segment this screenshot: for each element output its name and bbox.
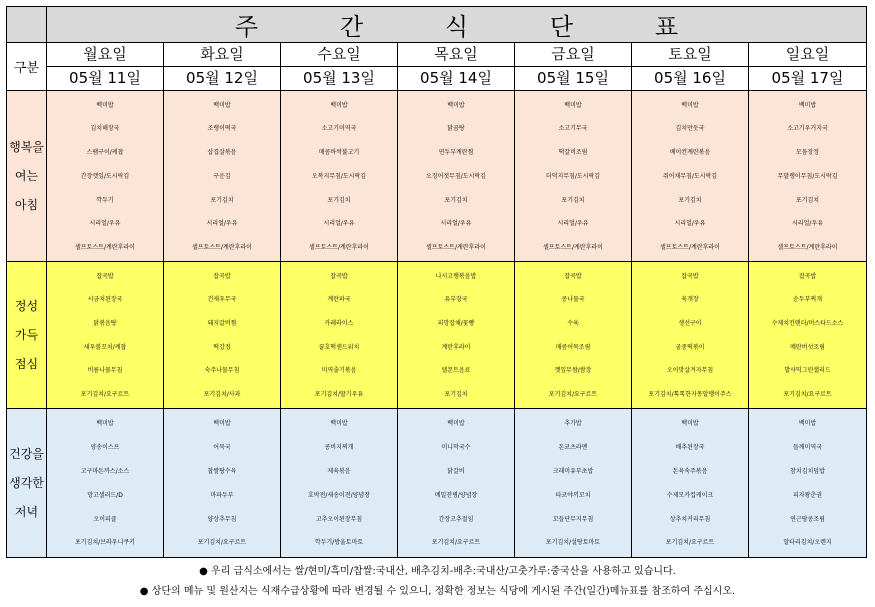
day-name: 일요일 bbox=[749, 43, 866, 67]
lunch-menu-cell bbox=[47, 262, 164, 409]
menu-item: 셀프토스트/계란후라이 bbox=[777, 244, 838, 251]
menu-item: 궁중떡볶이 bbox=[675, 343, 705, 351]
menu-item: 포기김치/요구르트 bbox=[548, 390, 598, 398]
menu-item: 잡곡밥 bbox=[213, 272, 231, 280]
breakfast-menu-cell bbox=[632, 91, 749, 262]
menu-item: 양송이스프 bbox=[90, 443, 120, 451]
menu-item: 깍두기/방울토마토 bbox=[314, 539, 364, 547]
dinner-label bbox=[7, 409, 47, 558]
menu-item: 나시고랭볶음밥 bbox=[435, 272, 477, 280]
title-char: 식 bbox=[444, 13, 469, 42]
lunch-label bbox=[7, 262, 47, 409]
day-header bbox=[281, 43, 398, 91]
menu-item: 연두부계란찜 bbox=[438, 149, 474, 157]
menu-item: 참치김치덮밥 bbox=[790, 467, 825, 475]
day-date: 05월 14일 bbox=[420, 69, 492, 88]
menu-item: 크래미유부초밥 bbox=[552, 467, 594, 475]
meal-label-part: 점심 bbox=[14, 356, 39, 371]
menu-item: 계란후라이 bbox=[441, 343, 471, 351]
menu-items bbox=[749, 409, 866, 557]
menu-item: 닭갈비 bbox=[447, 467, 465, 475]
menu-item: 포기김치/설탕토마토 bbox=[545, 539, 601, 547]
weekly-menu-table bbox=[6, 6, 867, 558]
menu-item: 새우볼꼬치/케찹 bbox=[83, 343, 127, 351]
menu-item: 포기김치/요구르트 bbox=[783, 390, 832, 398]
menu-item: 포기김치/사과 bbox=[203, 390, 241, 398]
breakfast-row bbox=[7, 91, 867, 262]
menu-item: 닭볶음탕 bbox=[93, 319, 117, 327]
menu-item: 들깨미역국 bbox=[793, 443, 822, 451]
menu-items bbox=[749, 91, 866, 261]
menu-item: 배추된장국 bbox=[675, 443, 705, 451]
meal-label-part: 여는 bbox=[14, 168, 39, 183]
menu-item: 포기김치/요구르트 bbox=[431, 539, 481, 547]
menu-item: 포기김치 bbox=[444, 196, 468, 204]
menu-item: 셀프토스트/계란후라이 bbox=[75, 244, 135, 251]
meal-label-part: 생각한 bbox=[9, 475, 44, 490]
day-header bbox=[47, 43, 164, 91]
menu-item: 베이컨계란볶음 bbox=[669, 149, 711, 157]
day-name: 월요일 bbox=[47, 43, 163, 67]
lunch-menu-cell bbox=[632, 262, 749, 409]
menu-item: 시리얼/우유 bbox=[557, 220, 589, 228]
day-header bbox=[749, 43, 867, 91]
breakfast-menu-cell bbox=[398, 91, 515, 262]
menu-item: 잡곡밥 bbox=[330, 272, 348, 280]
day-date: 05월 13일 bbox=[303, 69, 375, 88]
menu-item: 매콤어묵조림 bbox=[555, 343, 591, 351]
title-char: 간 bbox=[339, 13, 364, 42]
menu-item: 셀프토스트/계란후라이 bbox=[309, 244, 369, 251]
menu-item: 메란버섯조림 bbox=[790, 343, 825, 351]
day-header-row bbox=[7, 43, 867, 91]
menu-item: 포기김치/톡톡한자몽알맹이주스 bbox=[648, 390, 732, 398]
menu-item: 시리얼/우유 bbox=[674, 220, 706, 228]
menu-item: 잡곡밥 bbox=[96, 272, 114, 280]
menu-item: 어묵국 bbox=[213, 443, 231, 451]
menu-item: 백미밥 bbox=[213, 419, 231, 427]
menu-item: 타코야끼꼬치 bbox=[555, 491, 591, 499]
menu-item: 피자왕춘권 bbox=[793, 491, 822, 499]
menu-item: 포기김치/요구르트 bbox=[197, 539, 247, 547]
menu-item: 포기김치/딸기우유 bbox=[314, 390, 364, 398]
menu-item: 셀프토스트/계란후라이 bbox=[543, 244, 603, 251]
menu-items bbox=[398, 91, 514, 261]
menu-item: 돈육숙주볶음 bbox=[672, 467, 708, 475]
breakfast-label bbox=[7, 91, 47, 262]
menu-item: 백미밥 bbox=[330, 101, 348, 109]
title-char: 주 bbox=[234, 13, 259, 42]
meal-label-part: 가득 bbox=[14, 327, 39, 342]
menu-items bbox=[47, 409, 163, 557]
day-header bbox=[632, 43, 749, 91]
menu-items bbox=[398, 409, 514, 557]
origin-note: ● 우리 급식소에서는 쌀/현미/흑미/찹쌀:국내산, 배추김치-배추:국내산/고춧가루:중국산을 사용하고 있습니다. bbox=[199, 566, 676, 577]
dinner-row bbox=[7, 409, 867, 558]
lunch-menu-cell bbox=[398, 262, 515, 409]
breakfast-menu-cell bbox=[749, 91, 867, 262]
lunch-menu-cell bbox=[281, 262, 398, 409]
title-char: 표 bbox=[654, 13, 679, 42]
menu-item: 깻잎무쌈/쌈장 bbox=[554, 367, 592, 375]
menu-item: 잡곡밥 bbox=[681, 272, 699, 280]
menu-items bbox=[164, 262, 280, 408]
menu-item: 간장깻잎/도시락김 bbox=[80, 172, 130, 180]
menu-item: 포기김치 bbox=[210, 196, 234, 204]
menu-item: 카레라이스 bbox=[324, 319, 354, 327]
menu-item: 오징어젓무침/도시락김 bbox=[426, 172, 486, 180]
menu-item: 건새우무국 bbox=[207, 296, 237, 304]
breakfast-menu-cell bbox=[47, 91, 164, 262]
menu-item: 소고기무국 bbox=[558, 125, 588, 133]
menu-items bbox=[164, 91, 280, 261]
day-date: 05월 11일 bbox=[69, 69, 141, 88]
menu-item: 시리얼/우유 bbox=[323, 220, 355, 228]
menu-items bbox=[281, 409, 397, 557]
meal-label-part: 정성 bbox=[14, 298, 39, 313]
menu-item: 오복지무침/도시락김 bbox=[311, 172, 367, 180]
page-title bbox=[47, 7, 867, 43]
menu-item: 육개장 bbox=[681, 296, 699, 304]
menu-item: 오이피클 bbox=[93, 515, 117, 523]
menu-item: 간장고추절임 bbox=[438, 515, 474, 523]
menu-items bbox=[164, 409, 280, 557]
day-name: 수요일 bbox=[281, 43, 397, 67]
menu-item: 닭곰탕 bbox=[447, 125, 465, 133]
menu-items bbox=[47, 91, 163, 261]
menu-item: 오이맛살겨자무침 bbox=[666, 367, 714, 375]
menu-item: 시리얼/우유 bbox=[89, 220, 121, 228]
menu-item: 콩비지찌개 bbox=[324, 443, 354, 451]
lunch-menu-cell bbox=[164, 262, 281, 409]
menu-item: 소고기미역국 bbox=[321, 125, 357, 133]
footnotes bbox=[0, 562, 875, 602]
menu-item: 시리얼/우유 bbox=[206, 220, 238, 228]
menu-item: 고구마돈까스/소스 bbox=[80, 467, 130, 475]
menu-item: 상추치커리무침 bbox=[669, 515, 711, 523]
day-header bbox=[164, 43, 281, 91]
menu-item: 포기김치/요구르트 bbox=[665, 539, 715, 547]
menu-item: 떡갈비조림 bbox=[558, 149, 588, 157]
menu-item: 순두부찌개 bbox=[793, 296, 822, 304]
menu-item: 잡곡밥 bbox=[564, 272, 582, 280]
menu-item: 숙주나물무침 bbox=[204, 367, 240, 375]
menu-item: 백미밥 bbox=[564, 101, 582, 109]
change-note: ● 상단의 메뉴 및 원산지는 식재수급상황에 따라 변경될 수 있으니, 정확한 정보는 식당에 게시된 주간(일간)메뉴표를 참조하여 주십시오. bbox=[139, 586, 736, 597]
menu-item: 포기김치 bbox=[444, 390, 468, 398]
day-name: 목요일 bbox=[398, 43, 514, 67]
menu-items bbox=[515, 91, 631, 261]
dinner-menu-cell bbox=[398, 409, 515, 558]
menu-item: 찹쌀탕수육 bbox=[207, 467, 237, 475]
menu-item: 미역줄기볶음 bbox=[321, 367, 357, 375]
menu-item: 조랭이떡국 bbox=[207, 125, 237, 133]
menu-item: 꿀호떡샌드위치 bbox=[318, 343, 360, 351]
menu-item: 수제모카컵케이크 bbox=[666, 491, 714, 499]
day-header bbox=[515, 43, 632, 91]
menu-item: 메밀전병/양념장 bbox=[434, 491, 478, 499]
menu-item: 꼬들단무지무침 bbox=[552, 515, 594, 523]
breakfast-menu-cell bbox=[164, 91, 281, 262]
menu-item: 백미밥 bbox=[96, 101, 114, 109]
menu-item: 백미밥 bbox=[681, 101, 699, 109]
menu-item: 백미밥 bbox=[96, 419, 114, 427]
menu-item: 피망잡채/꽃빵 bbox=[437, 319, 475, 327]
meal-label-part: 행복을 bbox=[9, 139, 44, 154]
menu-item: 무말랭이무침/도시락김 bbox=[777, 172, 838, 180]
menu-item: 더덕지무침/도시락김 bbox=[545, 172, 601, 180]
menu-item: 포기김치 bbox=[795, 196, 820, 204]
dinner-menu-cell bbox=[164, 409, 281, 558]
day-date: 05월 12일 bbox=[186, 69, 258, 88]
menu-item: 소고기우거지국 bbox=[787, 125, 828, 133]
menu-item: 백미밥 bbox=[447, 419, 465, 427]
menu-item: 셀프토스트/계란후라이 bbox=[426, 244, 486, 251]
title-corner bbox=[7, 7, 47, 43]
menu-item: 델몬트음료 bbox=[441, 367, 471, 375]
menu-items bbox=[632, 91, 748, 261]
menu-item: 유부장국 bbox=[444, 296, 468, 304]
menu-item: 미니막국수 bbox=[441, 443, 471, 451]
meal-label-part: 저녁 bbox=[14, 504, 39, 519]
menu-item: 생선구이 bbox=[678, 319, 702, 327]
menu-item: 발사믹그린샐러드 bbox=[784, 367, 831, 375]
menu-item: 김치해장국 bbox=[90, 125, 120, 133]
menu-item: 연근땅콩조림 bbox=[790, 515, 825, 523]
menu-item: 김치만둣국 bbox=[675, 125, 705, 133]
menu-item: 백미밥 bbox=[330, 419, 348, 427]
menu-items bbox=[749, 262, 866, 408]
menu-item: 포기김치/요구르트 bbox=[80, 390, 130, 398]
menu-item: 돈코츠라멘 bbox=[558, 443, 588, 451]
day-date: 05월 17일 bbox=[771, 69, 844, 88]
menu-item: 제육볶음 bbox=[327, 467, 351, 475]
day-date: 05월 15일 bbox=[537, 69, 609, 88]
menu-items bbox=[47, 262, 163, 408]
day-date: 05월 16일 bbox=[654, 69, 726, 88]
menu-item: 백미밥 bbox=[798, 419, 817, 427]
menu-item: 스팸구이/케찹 bbox=[86, 149, 124, 157]
breakfast-menu-cell bbox=[281, 91, 398, 262]
menu-item: 깍두기 bbox=[96, 196, 114, 204]
menu-item: 셀프토스트/계란후라이 bbox=[660, 244, 720, 251]
menu-items bbox=[515, 262, 631, 408]
menu-item: 시리얼/우유 bbox=[792, 220, 824, 228]
dinner-menu-cell bbox=[749, 409, 867, 558]
menu-item: 포기김치 bbox=[678, 196, 702, 204]
title-row bbox=[7, 7, 867, 43]
menu-item: 호박전/새송이전/양념장 bbox=[307, 491, 370, 499]
menu-item: 시리얼/우유 bbox=[440, 220, 472, 228]
menu-item: 모듬장정 bbox=[795, 149, 820, 157]
menu-item: 쥐어채무침/도시락김 bbox=[662, 172, 718, 180]
menu-item: 백미밥 bbox=[798, 101, 817, 109]
meal-label-part: 건강을 bbox=[9, 446, 44, 461]
meal-label-part: 아침 bbox=[14, 197, 39, 212]
title-char: 단 bbox=[549, 13, 574, 42]
menu-item: 양상추무침 bbox=[207, 515, 237, 523]
menu-items bbox=[632, 262, 748, 408]
menu-item: 수제치킨텐더/머스타드소스 bbox=[771, 319, 844, 327]
menu-item: 계란파국 bbox=[327, 296, 351, 304]
menu-items bbox=[281, 91, 397, 261]
menu-items bbox=[632, 409, 748, 557]
menu-item: 마파두부 bbox=[210, 491, 234, 499]
menu-item: 백미밥 bbox=[213, 101, 231, 109]
menu-item: 셀프토스트/계란후라이 bbox=[192, 244, 252, 251]
menu-item: 떡강정 bbox=[213, 343, 231, 351]
day-name: 토요일 bbox=[632, 43, 748, 67]
menu-item: 망고샐러드/D bbox=[87, 491, 123, 499]
day-name: 화요일 bbox=[164, 43, 280, 67]
lunch-row bbox=[7, 262, 867, 409]
menu-item: 수육 bbox=[567, 319, 579, 327]
menu-item: 백미밥 bbox=[447, 101, 465, 109]
breakfast-menu-cell bbox=[515, 91, 632, 262]
menu-item: 알타리김치/오렌지 bbox=[783, 539, 832, 547]
menu-item: 고추오이된장무침 bbox=[315, 515, 363, 523]
menu-item: 추가밥 bbox=[564, 419, 582, 427]
menu-item: 돼지갈비찜 bbox=[207, 319, 237, 327]
day-header bbox=[398, 43, 515, 91]
lunch-menu-cell bbox=[515, 262, 632, 409]
lunch-menu-cell bbox=[749, 262, 867, 409]
dinner-menu-cell bbox=[632, 409, 749, 558]
menu-item: 구운김 bbox=[213, 172, 231, 180]
menu-item: 백미밥 bbox=[681, 419, 699, 427]
menu-items bbox=[398, 262, 514, 408]
menu-item: 삽겹살볶음 bbox=[207, 149, 237, 157]
menu-item: 포기김치/브라우니쿠키 bbox=[75, 539, 135, 547]
menu-item: 비름나물무침 bbox=[87, 367, 123, 375]
day-name: 금요일 bbox=[515, 43, 631, 67]
menu-item: 시금치된장국 bbox=[87, 296, 123, 304]
menu-item: 잡곡밥 bbox=[798, 272, 817, 280]
menu-item: 매콤바싹불고기 bbox=[318, 149, 360, 157]
label-header: 구분 bbox=[7, 43, 47, 91]
menu-items bbox=[515, 409, 631, 557]
dinner-menu-cell bbox=[515, 409, 632, 558]
menu-item: 포기김치 bbox=[327, 196, 351, 204]
menu-items bbox=[281, 262, 397, 408]
menu-item: 콩나물국 bbox=[561, 296, 585, 304]
dinner-menu-cell bbox=[281, 409, 398, 558]
dinner-menu-cell bbox=[47, 409, 164, 558]
menu-item: 포기김치 bbox=[561, 196, 585, 204]
